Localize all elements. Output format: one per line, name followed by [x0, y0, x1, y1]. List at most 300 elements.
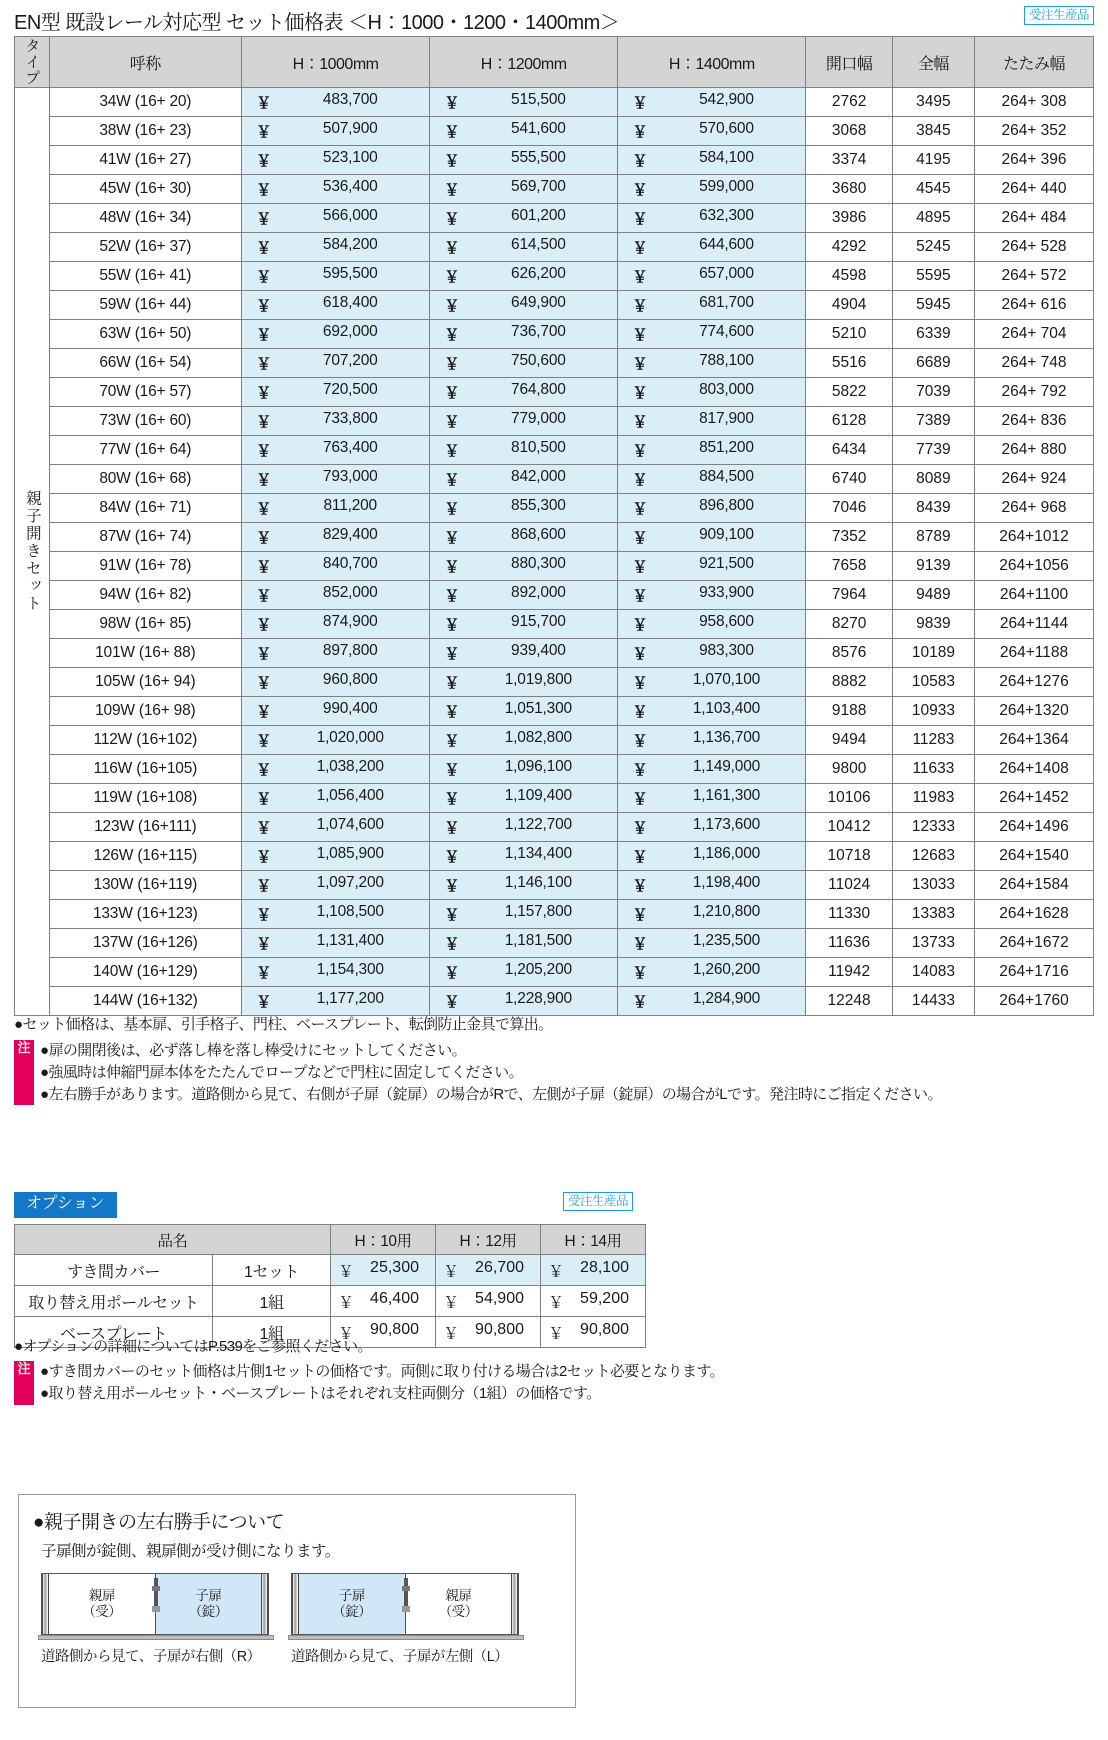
yen-symbol: ￥: [256, 124, 272, 141]
cell-opening-width: 3068: [806, 117, 892, 146]
cell-model-name: 116W (16+105): [49, 755, 241, 784]
cell-price-h1400: ￥ 599,000: [618, 175, 806, 204]
cell-price-h1000: ￥ 960,800: [242, 668, 430, 697]
cell-model-name: 112W (16+102): [49, 726, 241, 755]
cell-folded-width: 264+ 352: [975, 117, 1094, 146]
cell-opening-width: 4292: [806, 233, 892, 262]
cell-price-h1400: ￥ 1,260,200: [618, 958, 806, 987]
cell-folded-width: 264+1760: [975, 987, 1094, 1016]
cell-model-name: 126W (16+115): [49, 842, 241, 871]
option-column-header-name: 品名: [15, 1225, 331, 1255]
cell-total-width: 5245: [892, 233, 974, 262]
cell-folded-width: 264+1408: [975, 755, 1094, 784]
cell-total-width: 4545: [892, 175, 974, 204]
cell-price-h1000: ￥ 793,000: [242, 465, 430, 494]
yen-symbol: ￥: [443, 1263, 460, 1281]
cell-total-width: 10583: [892, 668, 974, 697]
cell-opening-width: 7352: [806, 523, 892, 552]
gate-caption: 道路側から見て、子扉が右側（R）: [41, 1649, 261, 1665]
yen-symbol: ￥: [256, 588, 272, 605]
cell-price-h1400: ￥ 1,173,600: [618, 813, 806, 842]
gate-leaf-child: 子扉 （錠）: [156, 1574, 262, 1634]
yen-symbol: ￥: [632, 704, 648, 721]
cell-price-h1200: ￥ 880,300: [430, 552, 618, 581]
cell-price-h1200: ￥ 868,600: [430, 523, 618, 552]
yen-symbol: ￥: [256, 327, 272, 344]
yen-symbol: ￥: [443, 1325, 460, 1343]
cell-total-width: 9139: [892, 552, 974, 581]
cell-opening-width: 4598: [806, 262, 892, 291]
cell-opening-width: 11636: [806, 929, 892, 958]
cell-folded-width: 264+ 616: [975, 291, 1094, 320]
cell-option-price-h12: ￥ 90,800: [436, 1317, 541, 1348]
table-row: [15, 494, 1094, 523]
cell-total-width: 13033: [892, 871, 974, 900]
cell-price-h1400: ￥ 1,103,400: [618, 697, 806, 726]
yen-symbol: ￥: [444, 298, 460, 315]
table-row: [15, 726, 1094, 755]
column-header-folded-width: たたみ幅: [975, 37, 1094, 88]
yen-symbol: ￥: [548, 1294, 565, 1312]
yen-symbol: ￥: [632, 472, 648, 489]
cell-price-h1200: ￥ 1,082,800: [430, 726, 618, 755]
gate-post-right-icon: [261, 1574, 268, 1634]
yen-symbol: ￥: [632, 878, 648, 895]
cell-opening-width: 8576: [806, 639, 892, 668]
yen-symbol: ￥: [632, 791, 648, 808]
table-row: [15, 900, 1094, 929]
table-row: [15, 610, 1094, 639]
cell-opening-width: 5822: [806, 378, 892, 407]
option-column-header-h12: H：12用: [436, 1225, 541, 1255]
yen-symbol: ￥: [256, 820, 272, 837]
cell-price-h1200: ￥ 555,500: [430, 146, 618, 175]
gate-figure-right: [41, 1573, 269, 1666]
yen-symbol: ￥: [256, 240, 272, 257]
yen-symbol: ￥: [444, 849, 460, 866]
yen-symbol: ￥: [256, 646, 272, 663]
cell-price-h1200: ￥ 764,800: [430, 378, 618, 407]
table-row: [15, 842, 1094, 871]
yen-symbol: ￥: [444, 356, 460, 373]
option-price-table: [14, 1224, 646, 1348]
yen-symbol: ￥: [632, 385, 648, 402]
cell-total-width: 14433: [892, 987, 974, 1016]
yen-symbol: ￥: [632, 675, 648, 692]
yen-symbol: ￥: [632, 327, 648, 344]
cell-price-h1400: ￥ 803,000: [618, 378, 806, 407]
yen-symbol: ￥: [632, 124, 648, 141]
cell-model-name: 73W (16+ 60): [49, 407, 241, 436]
cell-folded-width: 264+1276: [975, 668, 1094, 697]
cell-folded-width: 264+1540: [975, 842, 1094, 871]
cell-total-width: 6689: [892, 349, 974, 378]
option-made-to-order-badge: 受注生産品: [563, 1192, 633, 1211]
caution-line: ●扉の開閉後は、必ず落し棒を落し棒受けにセットしてください。: [40, 1042, 467, 1059]
caution-line: ●強風時は伸縮門扉本体をたたんでロープなどで門柱に固定してください。: [40, 1063, 523, 1081]
table-row: [15, 523, 1094, 552]
table-header-row: [15, 37, 1094, 88]
cell-opening-width: 9800: [806, 755, 892, 784]
cell-price-h1400: ￥ 958,600: [618, 610, 806, 639]
cell-price-h1000: ￥ 483,700: [242, 88, 430, 117]
cell-price-h1000: ￥ 523,100: [242, 146, 430, 175]
yen-symbol: ￥: [548, 1263, 565, 1281]
gate-base-rail-icon: [288, 1635, 524, 1640]
option-column-header-h14: H：14用: [541, 1225, 646, 1255]
column-header-h1200: H：1200mm: [430, 37, 618, 88]
cell-opening-width: 9494: [806, 726, 892, 755]
yen-symbol: ￥: [256, 153, 272, 170]
cell-model-name: 130W (16+119): [49, 871, 241, 900]
table-row: [15, 784, 1094, 813]
cell-price-h1400: ￥ 817,900: [618, 407, 806, 436]
cell-model-name: 119W (16+108): [49, 784, 241, 813]
cell-model-name: 101W (16+ 88): [49, 639, 241, 668]
yen-symbol: ￥: [338, 1263, 355, 1281]
cell-opening-width: 3680: [806, 175, 892, 204]
cell-price-h1000: ￥ 566,000: [242, 204, 430, 233]
yen-symbol: ￥: [632, 153, 648, 170]
yen-symbol: ￥: [548, 1325, 565, 1343]
cell-price-h1400: ￥ 774,600: [618, 320, 806, 349]
cell-price-h1000: ￥ 618,400: [242, 291, 430, 320]
gate-divider: [405, 1574, 406, 1634]
yen-symbol: ￥: [256, 849, 272, 866]
cell-model-name: 55W (16+ 41): [49, 262, 241, 291]
cell-price-h1200: ￥ 1,109,400: [430, 784, 618, 813]
yen-symbol: ￥: [256, 443, 272, 460]
yen-symbol: ￥: [256, 994, 272, 1011]
cell-opening-width: 6128: [806, 407, 892, 436]
yen-symbol: ￥: [632, 820, 648, 837]
table-row: [15, 233, 1094, 262]
cell-opening-width: 8882: [806, 668, 892, 697]
cell-price-h1200: ￥ 939,400: [430, 639, 618, 668]
cell-price-h1200: ￥ 750,600: [430, 349, 618, 378]
cell-folded-width: 264+ 528: [975, 233, 1094, 262]
yen-symbol: ￥: [256, 414, 272, 431]
yen-symbol: ￥: [443, 1294, 460, 1312]
cell-option-price-h14: ￥ 59,200: [541, 1286, 646, 1317]
page-header: [14, 6, 1094, 35]
gate-post-left-icon: [292, 1574, 299, 1634]
cell-price-h1000: ￥ 584,200: [242, 233, 430, 262]
cell-price-h1000: ￥ 874,900: [242, 610, 430, 639]
cell-folded-width: 264+1320: [975, 697, 1094, 726]
table-row: [15, 117, 1094, 146]
cell-folded-width: 264+ 572: [975, 262, 1094, 291]
cell-price-h1200: ￥ 892,000: [430, 581, 618, 610]
table-row: [15, 407, 1094, 436]
yen-symbol: ￥: [256, 298, 272, 315]
cell-option-name: 取り替え用ポールセット: [15, 1286, 213, 1317]
cell-total-width: 8089: [892, 465, 974, 494]
caution-block-option: [14, 1361, 724, 1405]
cell-opening-width: 3374: [806, 146, 892, 175]
cell-total-width: 4895: [892, 204, 974, 233]
yen-symbol: ￥: [632, 762, 648, 779]
yen-symbol: ￥: [632, 95, 648, 112]
cell-price-h1200: ￥ 1,051,300: [430, 697, 618, 726]
cell-total-width: 7739: [892, 436, 974, 465]
cell-price-h1200: ￥ 515,500: [430, 88, 618, 117]
yen-symbol: ￥: [444, 820, 460, 837]
cell-option-unit: 1セット: [213, 1255, 331, 1286]
cell-model-name: 38W (16+ 23): [49, 117, 241, 146]
table-row: [15, 465, 1094, 494]
yen-symbol: ￥: [256, 501, 272, 518]
cell-opening-width: 10412: [806, 813, 892, 842]
yen-symbol: ￥: [632, 994, 648, 1011]
yen-symbol: ￥: [256, 936, 272, 953]
cell-model-name: 45W (16+ 30): [49, 175, 241, 204]
cell-total-width: 8439: [892, 494, 974, 523]
table-row: [15, 958, 1094, 987]
cell-price-h1200: ￥ 649,900: [430, 291, 618, 320]
cell-price-h1000: ￥ 829,400: [242, 523, 430, 552]
cell-model-name: 91W (16+ 78): [49, 552, 241, 581]
cell-total-width: 5945: [892, 291, 974, 320]
cell-folded-width: 264+ 924: [975, 465, 1094, 494]
cell-price-h1400: ￥ 851,200: [618, 436, 806, 465]
cell-opening-width: 10718: [806, 842, 892, 871]
cell-total-width: 12333: [892, 813, 974, 842]
lock-pin-icon: [152, 1578, 160, 1620]
yen-symbol: ￥: [444, 704, 460, 721]
gate-divider: [155, 1574, 156, 1634]
yen-symbol: ￥: [256, 182, 272, 199]
yen-symbol: ￥: [444, 472, 460, 489]
cell-price-h1200: ￥ 1,134,400: [430, 842, 618, 871]
caution-line: ●左右勝手があります。道路側から見て、右側が子扉（錠扉）の場合がRで、左側が子扉（錠扉）の場合がLです。発注時にご指定ください。: [40, 1085, 942, 1103]
yen-symbol: ￥: [444, 965, 460, 982]
cell-opening-width: 11024: [806, 871, 892, 900]
yen-symbol: ￥: [256, 617, 272, 634]
lock-pin-icon: [402, 1578, 410, 1620]
cell-price-h1200: ￥ 810,500: [430, 436, 618, 465]
cell-option-name: すき間カバー: [15, 1255, 213, 1286]
cell-price-h1400: ￥ 1,198,400: [618, 871, 806, 900]
set-price-note: ●セット価格は、基本扉、引手格子、門柱、ベースプレート、転倒防止金具で算出。: [14, 1016, 553, 1033]
table-row: [15, 175, 1094, 204]
column-header-name: 呼称: [49, 37, 241, 88]
cell-folded-width: 264+ 484: [975, 204, 1094, 233]
yen-symbol: ￥: [256, 559, 272, 576]
cell-model-name: 140W (16+129): [49, 958, 241, 987]
table-row: [15, 871, 1094, 900]
gate-leaf-parent: 親扉 （受）: [406, 1574, 512, 1634]
cell-folded-width: 264+1100: [975, 581, 1094, 610]
gate-leaf-child: 子扉 （錠）: [299, 1574, 405, 1634]
cell-folded-width: 264+1628: [975, 900, 1094, 929]
cell-price-h1200: ￥ 1,019,800: [430, 668, 618, 697]
table-row: [15, 552, 1094, 581]
cell-total-width: 11633: [892, 755, 974, 784]
cell-opening-width: 10106: [806, 784, 892, 813]
table-row: [15, 697, 1094, 726]
gate-figure-left: [291, 1573, 519, 1666]
cell-opening-width: 12248: [806, 987, 892, 1016]
cell-price-h1200: ￥ 569,700: [430, 175, 618, 204]
table-row: [15, 349, 1094, 378]
table-row: [15, 262, 1094, 291]
cell-folded-width: 264+1056: [975, 552, 1094, 581]
option-header-row: [15, 1225, 646, 1255]
yen-symbol: ￥: [632, 240, 648, 257]
column-header-type-label: タイプ: [23, 38, 41, 86]
cell-price-h1400: ￥ 921,500: [618, 552, 806, 581]
cell-folded-width: 264+ 440: [975, 175, 1094, 204]
cell-model-name: 87W (16+ 74): [49, 523, 241, 552]
cell-folded-width: 264+ 792: [975, 378, 1094, 407]
cell-total-width: 12683: [892, 842, 974, 871]
cell-price-h1200: ￥ 1,146,100: [430, 871, 618, 900]
cell-price-h1400: ￥ 1,149,000: [618, 755, 806, 784]
cell-price-h1200: ￥ 736,700: [430, 320, 618, 349]
yen-symbol: ￥: [444, 588, 460, 605]
cell-total-width: 3495: [892, 88, 974, 117]
cell-option-unit: 1組: [213, 1317, 331, 1348]
made-to-order-badge: 受注生産品: [1024, 6, 1094, 25]
yen-symbol: ￥: [256, 385, 272, 402]
cell-price-h1200: ￥ 779,000: [430, 407, 618, 436]
yen-symbol: ￥: [444, 994, 460, 1011]
cell-opening-width: 8270: [806, 610, 892, 639]
cell-option-price-h12: ￥ 26,700: [436, 1255, 541, 1286]
cell-price-h1400: ￥ 681,700: [618, 291, 806, 320]
yen-symbol: ￥: [444, 791, 460, 808]
cell-folded-width: 264+1188: [975, 639, 1094, 668]
diagram-title: ●親子開きの左右勝手について: [33, 1512, 285, 1533]
table-row: [15, 204, 1094, 233]
yen-symbol: ￥: [632, 443, 648, 460]
cell-opening-width: 7964: [806, 581, 892, 610]
cell-option-price-h14: ￥ 90,800: [541, 1317, 646, 1348]
cell-option-price-h10: ￥ 25,300: [331, 1255, 436, 1286]
row-type-label: 親子開きセット: [23, 490, 41, 613]
cell-folded-width: 264+1364: [975, 726, 1094, 755]
cell-model-name: 123W (16+111): [49, 813, 241, 842]
cell-folded-width: 264+ 968: [975, 494, 1094, 523]
cell-price-h1000: ￥ 840,700: [242, 552, 430, 581]
cell-model-name: 109W (16+ 98): [49, 697, 241, 726]
yen-symbol: ￥: [444, 646, 460, 663]
cell-opening-width: 4904: [806, 291, 892, 320]
cell-price-h1200: ￥ 1,228,900: [430, 987, 618, 1016]
yen-symbol: ￥: [444, 414, 460, 431]
yen-symbol: ￥: [256, 733, 272, 750]
cell-opening-width: 3986: [806, 204, 892, 233]
cell-price-h1400: ￥ 788,100: [618, 349, 806, 378]
cell-folded-width: 264+ 836: [975, 407, 1094, 436]
yen-symbol: ￥: [256, 95, 272, 112]
yen-symbol: ￥: [256, 704, 272, 721]
caution-line-list: [34, 1040, 942, 1105]
cell-opening-width: 5516: [806, 349, 892, 378]
cell-opening-width: 9188: [806, 697, 892, 726]
cell-opening-width: 5210: [806, 320, 892, 349]
gate-box: [291, 1573, 519, 1635]
gate-post-left-icon: [42, 1574, 49, 1634]
cell-price-h1000: ￥ 1,056,400: [242, 784, 430, 813]
table-row: [15, 88, 1094, 117]
yen-symbol: ￥: [632, 269, 648, 286]
cell-price-h1200: ￥ 626,200: [430, 262, 618, 291]
handing-diagram-panel: [18, 1494, 576, 1708]
cell-price-h1400: ￥ 909,100: [618, 523, 806, 552]
yen-symbol: ￥: [444, 936, 460, 953]
table-row: [15, 987, 1094, 1016]
cell-price-h1000: ￥ 733,800: [242, 407, 430, 436]
yen-symbol: ￥: [632, 936, 648, 953]
column-header-h1000: H：1000mm: [242, 37, 430, 88]
cell-opening-width: 6740: [806, 465, 892, 494]
cell-price-h1000: ￥ 536,400: [242, 175, 430, 204]
cell-model-name: 133W (16+123): [49, 900, 241, 929]
cell-price-h1400: ￥ 1,161,300: [618, 784, 806, 813]
cell-price-h1200: ￥ 614,500: [430, 233, 618, 262]
option-table-row: [15, 1286, 646, 1317]
yen-symbol: ￥: [444, 733, 460, 750]
option-detail-note: ●オプションの詳細についてはP.539をご参照ください。: [14, 1338, 372, 1355]
yen-symbol: ￥: [632, 588, 648, 605]
cell-price-h1000: ￥ 720,500: [242, 378, 430, 407]
yen-symbol: ￥: [256, 530, 272, 547]
table-row: [15, 146, 1094, 175]
yen-symbol: ￥: [632, 414, 648, 431]
cell-model-name: 59W (16+ 44): [49, 291, 241, 320]
cell-folded-width: 264+1496: [975, 813, 1094, 842]
caution-line: ●すき間カバーのセット価格は片側1セットの価格です。両側に取り付ける場合は2セット必要となります。: [40, 1363, 724, 1380]
yen-symbol: ￥: [632, 617, 648, 634]
yen-symbol: ￥: [444, 385, 460, 402]
gate-caption: 道路側から見て、子扉が左側（L）: [291, 1649, 509, 1665]
table-row: [15, 639, 1094, 668]
caution-badge: 注: [14, 1040, 34, 1105]
cell-folded-width: 264+1716: [975, 958, 1094, 987]
caution-block-main: [14, 1040, 942, 1105]
cell-total-width: 7389: [892, 407, 974, 436]
option-column-header-h10: H：10用: [331, 1225, 436, 1255]
cell-price-h1200: ￥ 541,600: [430, 117, 618, 146]
column-header-total-width: 全幅: [892, 37, 974, 88]
cell-folded-width: 264+1584: [975, 871, 1094, 900]
yen-symbol: ￥: [444, 530, 460, 547]
yen-symbol: ￥: [632, 849, 648, 866]
cell-price-h1200: ￥ 842,000: [430, 465, 618, 494]
column-header-h1400: H：1400mm: [618, 37, 806, 88]
cell-price-h1400: ￥ 933,900: [618, 581, 806, 610]
cell-opening-width: 7658: [806, 552, 892, 581]
gate-leaf-parent: 親扉 （受）: [49, 1574, 155, 1634]
cell-price-h1200: ￥ 1,205,200: [430, 958, 618, 987]
yen-symbol: ￥: [444, 153, 460, 170]
yen-symbol: ￥: [444, 559, 460, 576]
cell-price-h1400: ￥ 632,300: [618, 204, 806, 233]
cell-price-h1400: ￥ 570,600: [618, 117, 806, 146]
cell-model-name: 137W (16+126): [49, 929, 241, 958]
cell-price-h1000: ￥ 595,500: [242, 262, 430, 291]
yen-symbol: ￥: [632, 501, 648, 518]
set-price-table: [14, 36, 1094, 1016]
table-row: [15, 755, 1094, 784]
cell-price-h1400: ￥ 1,070,100: [618, 668, 806, 697]
cell-total-width: 4195: [892, 146, 974, 175]
row-type-cell: [15, 88, 50, 1016]
yen-symbol: ￥: [632, 907, 648, 924]
yen-symbol: ￥: [256, 269, 272, 286]
